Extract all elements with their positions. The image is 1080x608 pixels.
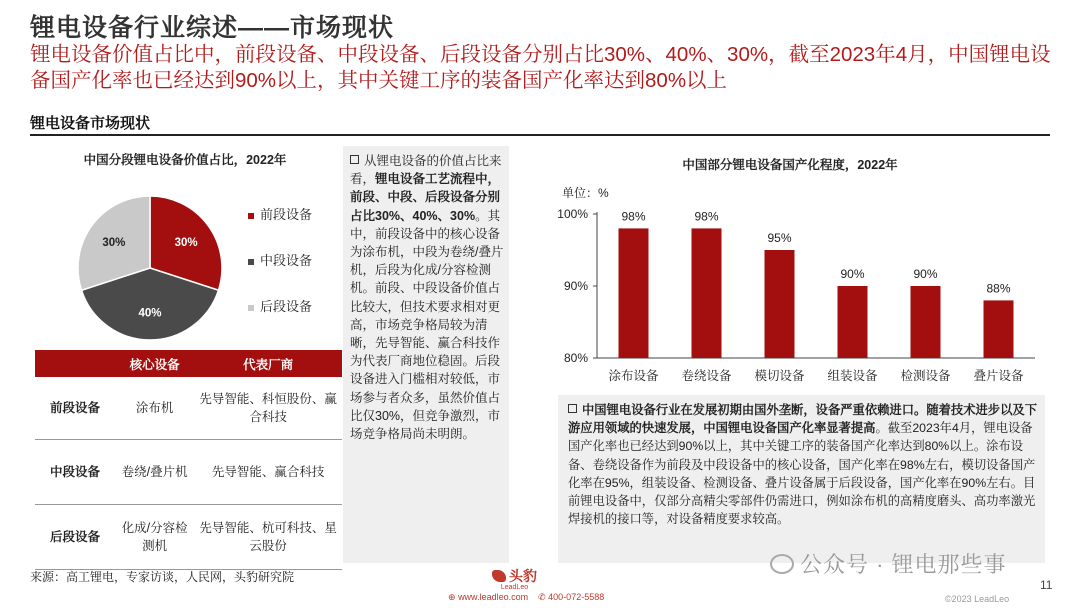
pie-slice-label: 30% [102,236,126,249]
table-header-cell: 代表厂商 [194,350,342,377]
table-row [35,505,342,570]
bar-data-label: 90% [913,267,938,281]
table-cell-vendors: 先导智能、杭可科技、星云股份 [194,505,342,570]
pie-chart [70,188,230,348]
bar-data-label: 88% [986,281,1011,296]
checkbox-bullet-icon [568,404,577,413]
table-row-header: 后段设备 [35,505,115,570]
y-tick-label: 100% [557,207,588,221]
wechat-icon [770,554,794,574]
watermark-text: 公众号 · 锂电那些事 [800,552,1007,577]
bar-data-label: 95% [767,231,792,245]
legend-item-back [248,296,312,315]
summary-text [568,401,1038,528]
x-tick-label: 模切设备 [754,369,805,383]
bar-chart-title: 中国部分锂电设备国产化程度，2022年 [682,158,898,172]
vendor-table [35,350,342,570]
analysis-textbox [343,146,509,563]
analysis-text [350,152,510,443]
summary-note [558,395,1045,563]
table-header-cell [35,350,115,377]
pie-slice-label: 30% [174,236,198,249]
legend-item-middle [248,250,312,269]
y-tick-label: 80% [563,351,588,365]
bar-data-label: 98% [621,209,646,224]
legend-swatch-middle [248,259,254,265]
pie-chart-title: 中国分段锂电设备价值占比，2022年 [83,153,287,167]
bar [838,286,868,358]
legend-swatch-front [248,213,254,219]
globe-icon: ⊕ [448,592,456,602]
bar [692,228,722,358]
brand-logo-mark-icon [492,570,506,582]
table-row-header: 前段设备 [35,377,115,440]
legend-label: 中段设备 [260,253,313,268]
analysis-highlight: 锂电设备工艺流程中，前段、中段、后段设备分别占比30%、40%、30% [350,172,501,223]
table-row [35,377,342,440]
brand-logo-sub: LeadLeo [500,584,529,591]
x-tick-label: 涂布设备 [608,369,659,383]
table-row [35,440,342,505]
table-cell-vendors: 先导智能、科恒股份、赢合科技 [194,377,342,440]
bar-data-label: 90% [840,267,865,281]
pie-slice-label: 40% [138,307,162,320]
table-row-header: 中段设备 [35,440,115,505]
legend-swatch-back [248,305,254,311]
x-tick-label: 组装设备 [827,369,878,383]
page-title: 锂电设备行业综述——市场现状 [30,14,395,42]
x-tick-label: 卷绕设备 [681,369,732,383]
source-note: 来源：高工锂电，专家访谈，人民网，头豹研究院 [30,570,295,584]
copyright: ©2023 LeadLeo [945,594,1010,604]
analysis-lead: 从锂电设备的价值占比来看， [350,154,502,187]
bar [984,300,1014,358]
bar-data-label: 98% [694,209,719,224]
table-header-cell: 核心设备 [115,350,194,377]
table-cell-equipment: 涂布机 [115,377,194,440]
brand-logo-text: 头豹 [509,568,537,584]
section-divider [30,134,1050,136]
analysis-body: 。其中，前段设备中的核心设备为涂布机，中段为卷绕/叠片机，后段为化成/分容检测机。前段、中段设备价值占比较大，但技术要求相对更高，市场竞争格局较为清晰，先导智能、赢合科技作为代表厂商地位稳固。后段设备进入门槛相对较低，市场参与者众多，虽然价值占比仅30%，但竞争激烈，市场竞争格局尚未明朗。 [350,208,504,442]
footer-contact [448,592,604,603]
checkbox-bullet-icon [350,155,359,164]
summary-highlight: 中国锂电设备行业在发展初期由国外垄断，设备严重依赖进口。随着技术进步以及下游应用领域的快速发展，中国锂电设备国产化率显著提高 [568,403,1037,436]
table-cell-vendors: 先导智能、赢合科技 [194,440,342,505]
wechat-watermark [770,548,1007,579]
website-link[interactable]: www.leadleo.com [458,592,529,602]
summary-body: 。截至2023年4月，锂电设备国产化率也已经达到90%以上，其中关键工序的装备国产化率达到80%以上。涂布设备、卷绕设备作为前段及中段设备中的核心设备，国产化率在98%左右，模切设备国产化率在95%，组装设备、检测设备、叠片设备属于后段设备，国产化率在90%左右。目前锂电设备中，仅部分高精尖零部件仍需进口，例如涂布机的高精度磨头、高功率激光焊接机的接口等，对设备精度要求较高。 [568,421,1036,527]
x-tick-label: 叠片设备 [973,369,1024,383]
x-tick-label: 检测设备 [900,369,951,383]
y-tick-label: 90% [563,279,588,293]
bar [765,250,795,358]
legend-label: 前段设备 [260,207,313,222]
table-header-row [35,350,342,377]
brand-logo [492,566,537,591]
table-cell-equipment: 卷绕/叠片机 [115,440,194,505]
bar-chart-unit: 单位：% [562,186,609,200]
phone-number: 400-072-5588 [548,592,605,602]
bar [911,286,941,358]
phone-icon: ✆ [538,592,546,602]
legend-item-front [248,204,312,223]
table-cell-equipment: 化成/分容检测机 [115,505,194,570]
legend-label: 后段设备 [260,299,313,314]
section-label: 锂电设备市场现状 [30,115,151,132]
page-subtitle: 锂电设备价值占比中，前段设备、中段设备、后段设备分别占比30%、40%、30%，截至2023年4月，中国锂电设备国产化率也已经达到90%以上，其中关键工序的装备国产化率达到80%以上 [30,43,1051,92]
page-number: 11 [1040,578,1053,592]
bar [619,228,649,358]
bar-chart [555,196,1045,392]
